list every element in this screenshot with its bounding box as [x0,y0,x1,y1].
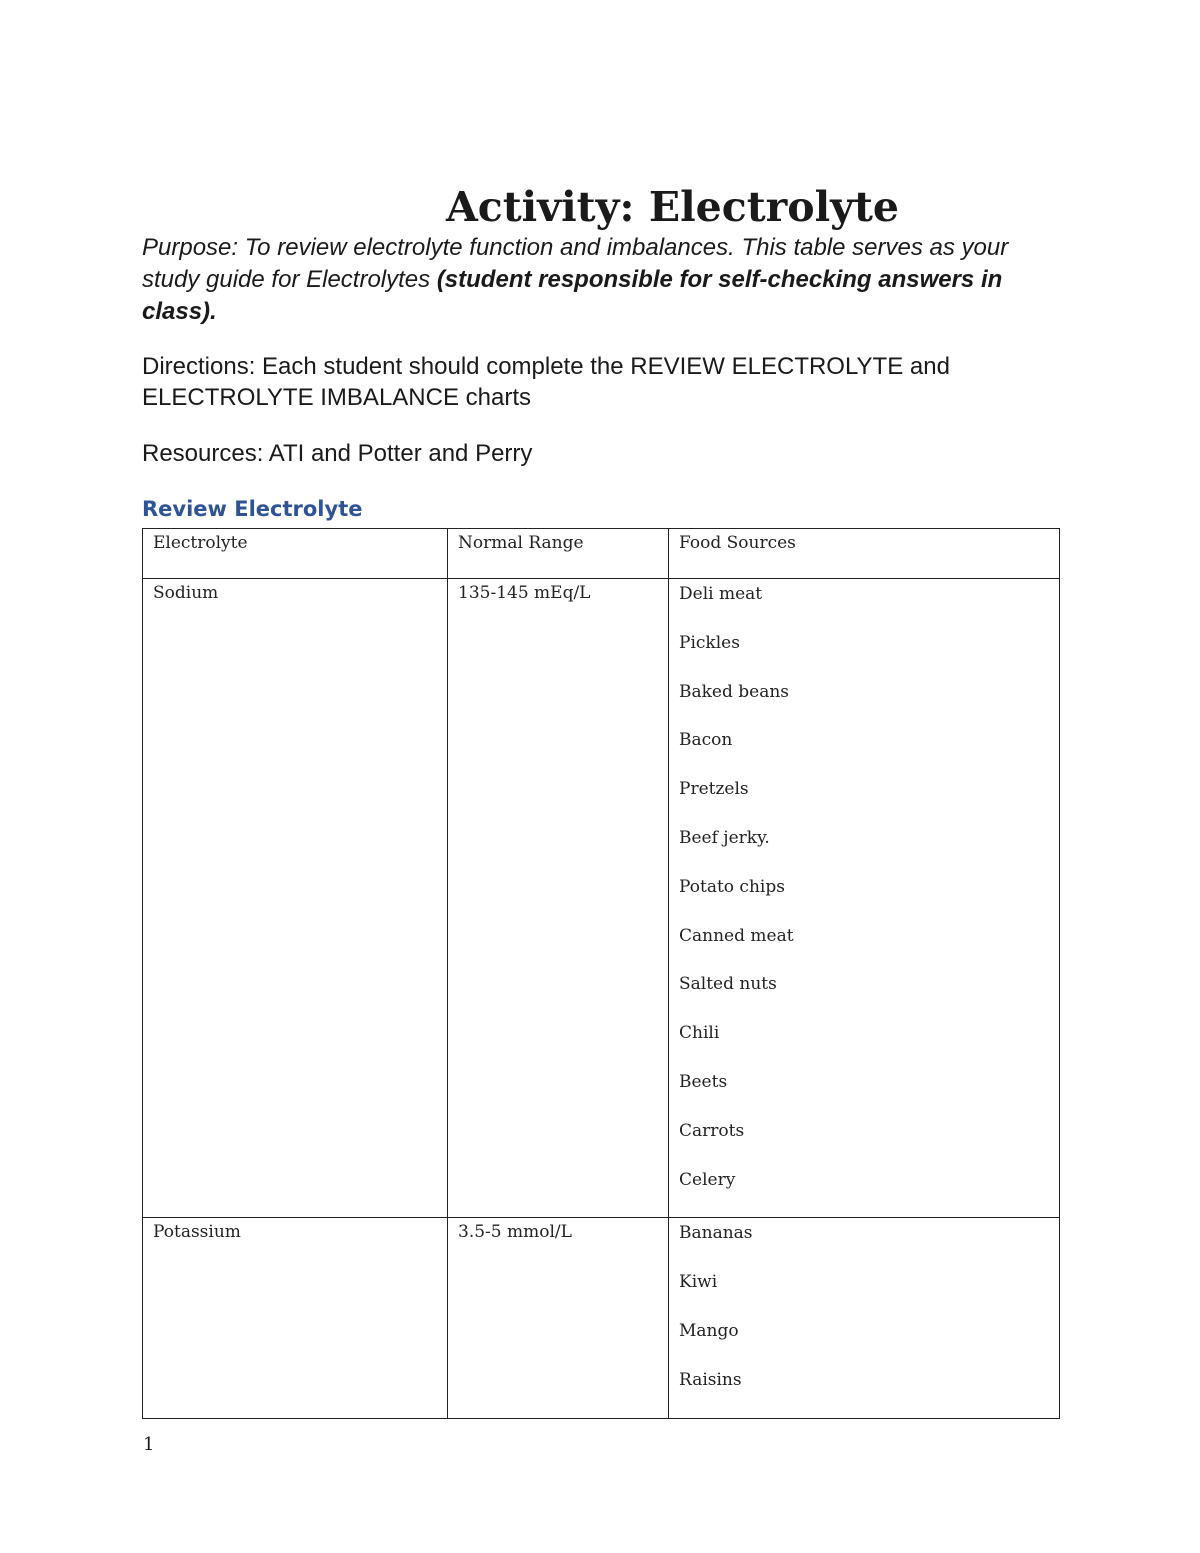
food-list [679,1222,1049,1417]
list-item: Beets [679,1071,728,1092]
cell-food-sources [669,1218,1060,1418]
table-row [143,1218,1060,1418]
list-item: Baked beans [679,681,790,702]
header-electrolyte: Electrolyte [143,529,448,579]
purpose-text: Purpose: To review electrolyte function and imbalances. This table serves as your study guide for Electrolytes [142,234,1009,293]
list-item: Beef jerky. [679,827,770,848]
purpose-paragraph [142,232,1062,328]
list-item: Pretzels [679,779,749,800]
food-list [679,583,1049,1217]
cell-food-sources [669,579,1060,1218]
directions-paragraph: Directions: Each student should complete the REVIEW ELECTROLYTE and ELECTROLYTE IMBALANCE charts [142,353,950,411]
review-electrolyte-table [142,528,1060,1419]
list-item: Deli meat [679,584,763,604]
list-item: Canned meat [679,925,794,946]
table-row [143,579,1060,1218]
list-item: Salted nuts [679,974,777,995]
cell-normal-range: 135-145 mEq/L [448,579,669,1218]
section-heading: Review Electrolyte [142,497,363,521]
list-item: Mango [679,1320,739,1341]
list-item: Bananas [679,1223,753,1244]
list-item: Raisins [679,1369,742,1390]
purpose-bold-text: (student responsible for self-checking answers in class). [142,266,1003,325]
header-food-sources: Food Sources [669,529,1060,579]
list-item: Kiwi [679,1272,718,1293]
table-header-row [143,529,1060,579]
list-item: Potato chips [679,876,785,897]
cell-normal-range: 3.5-5 mmol/L [448,1218,669,1418]
resources-paragraph: Resources: ATI and Potter and Perry [142,440,533,467]
list-item: Celery [679,1169,736,1190]
cell-electrolyte: Sodium [143,579,448,1218]
page-number: 1 [143,1434,155,1455]
list-item: Bacon [679,730,733,751]
cell-electrolyte: Potassium [143,1218,448,1418]
list-item: Chili [679,1023,720,1044]
list-item: Carrots [679,1120,745,1141]
list-item: Pickles [679,632,740,653]
page-title: Activity: Electrolyte [445,183,900,231]
header-normal-range: Normal Range [448,529,669,579]
